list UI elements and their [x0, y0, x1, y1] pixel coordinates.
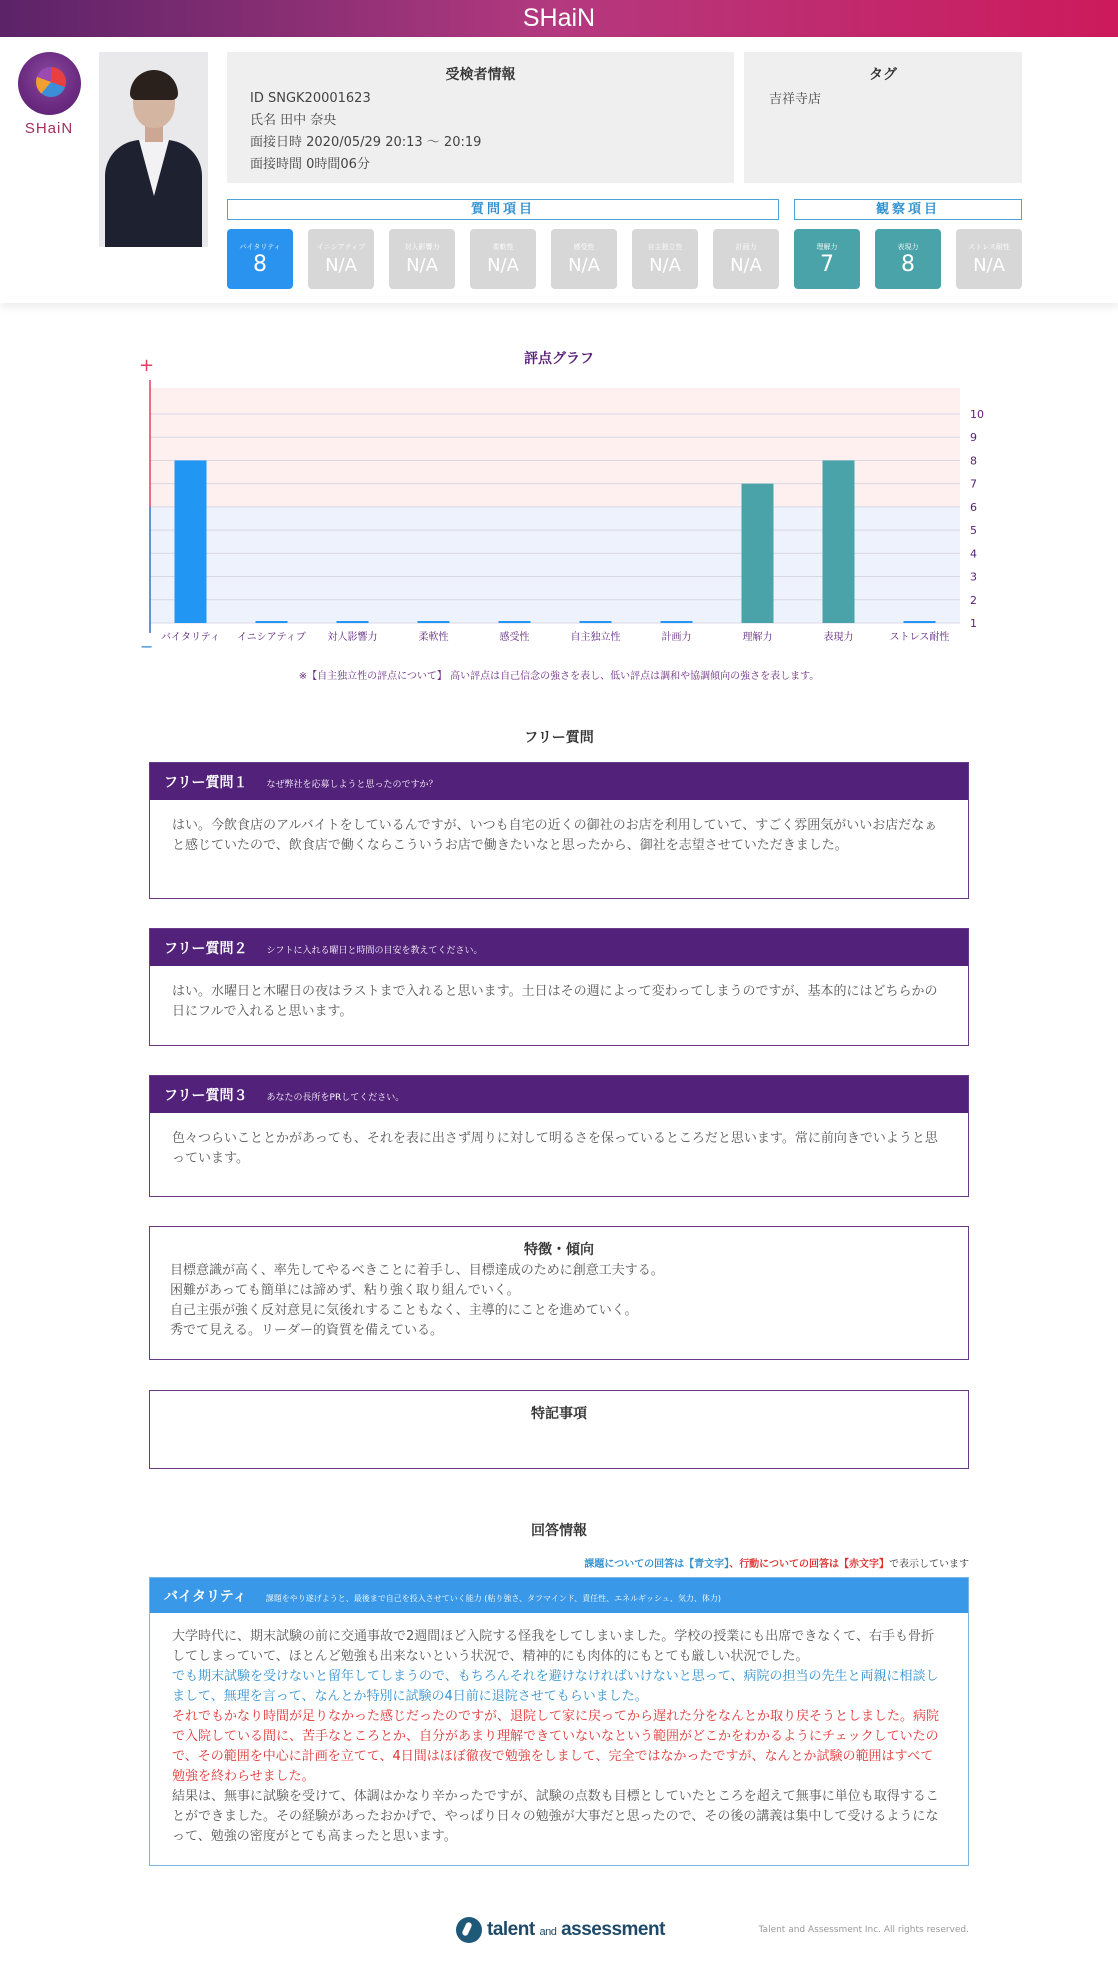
shain-logo[interactable] [17, 52, 81, 142]
chart-y-tick: 3 [970, 570, 977, 584]
chart-x-label: 計画力 [661, 632, 692, 643]
traits-line: 目標意識が高く、率先してやるべきことに着手し、目標達成のために創意工夫する。 [170, 1263, 664, 1278]
chart-x-label: ストレス耐性 [889, 632, 950, 643]
answer-text-action: それでもかなり時間が足りなかった感じだったのですが、退院して家に戻ってから遅れた分をなんとか取り戻そうとしました。病院で入院している間に、苦手なところとか、自分があまり理解できていないなという範囲がどこかをわかるようにチェックしていたので、その範囲を中心に計画を立てて、4日間はほぼ徹夜で勉強をしまして、完全ではなかったですが、なんとか試験の範囲はすべて勉強を終わらせました。 [172, 1709, 940, 1784]
logo-icon [18, 52, 81, 115]
answers-legend [584, 1555, 969, 1570]
legend-tail: で表示しています [889, 1559, 969, 1570]
talent-assessment-logo-icon [456, 1917, 482, 1943]
answer-text-task: でも期末試験を受けないと留年してしまうので、もちろんそれを避けなければいけないと思って、病院の担当の先生と両親に相談しまして、無理を言って、なんとか特別に試験の4日前に退院させてもらいました。 [172, 1669, 939, 1704]
score-card-value: 7 [820, 252, 834, 277]
score-card-label: 表現力 [897, 243, 919, 251]
chart-x-label: 自主独立性 [570, 632, 621, 643]
chart-x-label: 理解力 [742, 632, 773, 643]
candidate-info-title: 受検者情報 [445, 67, 516, 83]
legend-red: 行動についての回答は【赤文字】 [739, 1559, 889, 1570]
traits-line: 自己主張が強く反対意見に気後れすることもなく、主導的にことを進めていく。 [170, 1303, 638, 1318]
free-question-3 [149, 1075, 969, 1197]
free-question-2 [149, 928, 969, 1046]
copyright: Talent and Assessment Inc. All rights reserved. [758, 1925, 969, 1935]
chart-bar [580, 621, 612, 623]
chart-bar [661, 621, 693, 623]
notes-title: 特記事項 [531, 1406, 587, 1422]
answer-text-result: 結果は、無事に試験を受けて、体調はかなり辛かったですが、試験の点数も目標としていたところを超えて無事に単位も取得することができました。その経験があったおかげで、やっぱり日々の勉強が大事だと思ったので、その後の講義は集中して受けるようになって、勉強の密度がとても高まったと思います。 [172, 1789, 939, 1844]
chart-x-label: バイタリティ [161, 632, 220, 643]
chart-y-tick: 1 [970, 617, 977, 630]
score-card [632, 229, 698, 289]
observation-items-label: 観察項目 [794, 199, 1022, 220]
free-question-title: フリー質問３ [164, 1088, 248, 1104]
free-question-subtitle: なぜ弊社を応募しようと思ったのですか？ [266, 780, 438, 790]
chart-plus-label: + [139, 355, 155, 376]
score-card-value: 8 [901, 252, 915, 277]
chart-y-tick: 4 [970, 547, 977, 561]
chart-bar [904, 621, 936, 623]
free-question-answer: はい。今飲食店のアルバイトをしているんですが、いつも自宅の近くの御社のお店を利用していて、すごく雰囲気がいいお店だなぁと感じていたので、飲食店で働くならこういうお店で働きたいなと思ったから、御社を志望させていただきました。 [172, 818, 938, 853]
chart-x-label: 対人影響力 [327, 632, 378, 643]
footer-brand: talent and assessment [487, 1919, 665, 1940]
score-card-label: 柔軟性 [492, 243, 514, 251]
chart-x-label: 柔軟性 [418, 632, 449, 643]
answer-title: バイタリティ [164, 1589, 247, 1605]
free-question-header [150, 1076, 968, 1113]
chart-y-tick: 2 [970, 593, 977, 607]
free-question-answer: はい。水曜日と木曜日の夜はラストまで入れると思います。土日はその週によって変わってしまうのですが、基本的にはどちらかの日にフルで入れると思います。 [172, 984, 938, 1019]
candidate-photo [99, 52, 208, 247]
free-question-answer: 色々つらいこととかがあっても、それを表に出さず周りに対して明るさを保っているところだと思います。常に前向きでいようと思っています。 [172, 1131, 938, 1166]
chart-y-tick: 9 [970, 431, 977, 445]
score-card-value: N/A [406, 255, 438, 276]
answer-body [150, 1613, 968, 1861]
score-card-label: バイタリティ [239, 243, 281, 251]
chart-bar [742, 484, 774, 623]
tag-title: タグ [869, 67, 897, 83]
chart-note: ※【自主独立性の評点について】 高い評点は自己信念の強さを表し、低い評点は調和や協調傾向の強さを表します。 [298, 671, 820, 682]
free-question-title: フリー質問２ [164, 941, 248, 957]
free-question-1 [149, 762, 969, 899]
question-items-label: 質問項目 [227, 199, 779, 220]
chart-bar [337, 621, 369, 623]
score-card-label: 対人影響力 [404, 243, 440, 251]
answer-vitality [149, 1577, 969, 1866]
score-card-label: 感受性 [573, 243, 595, 251]
score-card [551, 229, 617, 289]
score-card-value: N/A [325, 255, 357, 276]
score-card-value: N/A [649, 255, 681, 276]
app-title: SHaiN [522, 4, 596, 32]
candidate-id: ID SNGK20001623 [250, 91, 371, 106]
score-card [794, 229, 860, 289]
chart-minus-label: − [140, 637, 154, 656]
traits-line: 困難があっても簡単には諦めず、粘り強く取り組んでいく。 [170, 1283, 520, 1298]
chart-bar [499, 621, 531, 623]
free-question-title: フリー質問１ [164, 775, 248, 791]
free-questions-heading: フリー質問 [524, 730, 594, 746]
score-card-value: N/A [487, 255, 519, 276]
traits-line: 秀でて見える。リーダー的資質を備えている。 [170, 1323, 444, 1338]
interview-datetime: 面接日時 2020/05/29 20:13 〜 20:19 [250, 135, 482, 150]
answers-heading: 回答情報 [531, 1523, 587, 1539]
score-card-value: N/A [730, 255, 762, 276]
score-card-value: N/A [568, 255, 600, 276]
app-title-bar [0, 0, 1118, 37]
answer-header [150, 1578, 968, 1613]
score-card [956, 229, 1022, 289]
score-card [875, 229, 941, 289]
tag-box [744, 52, 1022, 183]
chart-bar [823, 460, 855, 623]
header-panel [0, 37, 1118, 303]
chart-y-tick: 5 [970, 524, 977, 538]
score-card [308, 229, 374, 289]
answer-text-normal: 大学時代に、期末試験の前に交通事故で2週間ほど入院する怪我をしてしまいました。学校の授業にも出席できなくて、右手も骨折してしまっていて、ほとんど勉強も出来ないという状況で、精神的にも肉体的にもとても厳しい状況でした。 [172, 1629, 935, 1664]
tag-item[interactable]: 吉祥寺店 [769, 92, 822, 107]
legend-blue: 課題についての回答は【青文字】 [584, 1559, 730, 1570]
score-card-label: ストレス耐性 [968, 243, 1010, 251]
free-question-header [150, 763, 968, 800]
free-question-subtitle: あなたの長所をPRしてください。 [266, 1093, 405, 1103]
score-card-label: 計画力 [735, 243, 757, 251]
score-card [389, 229, 455, 289]
footer-logo[interactable] [456, 1915, 665, 1945]
answer-subtitle: 課題をやり遂げようと、最後まで自己を投入させていく能力 (粘り強さ、タフマインド、責任性、エネルギッシュ、気力、体力) [265, 1594, 721, 1603]
score-card [713, 229, 779, 289]
free-question-subtitle: シフトに入れる曜日と時間の目安を教えてください。 [266, 946, 483, 956]
chart-x-label: イニシアティブ [237, 632, 306, 643]
score-card-value: 8 [253, 252, 267, 277]
chart-y-tick: 8 [970, 454, 977, 468]
candidate-info-box [227, 52, 734, 183]
traits-title: 特徴・傾向 [524, 1242, 594, 1258]
chart-bar [418, 621, 450, 623]
chart-y-tick: 10 [970, 408, 984, 421]
chart-x-label: 表現力 [823, 632, 854, 643]
interview-duration: 面接時間 0時間06分 [250, 157, 370, 172]
chart-bar [256, 621, 288, 623]
chart-title: 評点グラフ [524, 351, 594, 367]
score-chart [135, 355, 995, 660]
free-question-header [150, 929, 968, 966]
candidate-name: 氏名 田中 奈央 [250, 113, 337, 128]
chart-y-tick: 7 [970, 477, 977, 491]
score-card [470, 229, 536, 289]
legend-separator: 、 [729, 1559, 740, 1570]
chart-bar [175, 460, 207, 623]
score-card-label: イニシアティブ [316, 243, 366, 251]
notes-box [149, 1390, 969, 1469]
chart-x-label: 感受性 [499, 632, 530, 643]
logo-text: SHaiN [24, 120, 74, 137]
chart-y-tick: 6 [970, 500, 977, 514]
traits-box [149, 1226, 969, 1360]
score-card-label: 自主独立性 [647, 243, 683, 251]
score-card-label: 理解力 [816, 243, 838, 251]
score-card-value: N/A [973, 255, 1005, 276]
score-card [227, 229, 293, 289]
